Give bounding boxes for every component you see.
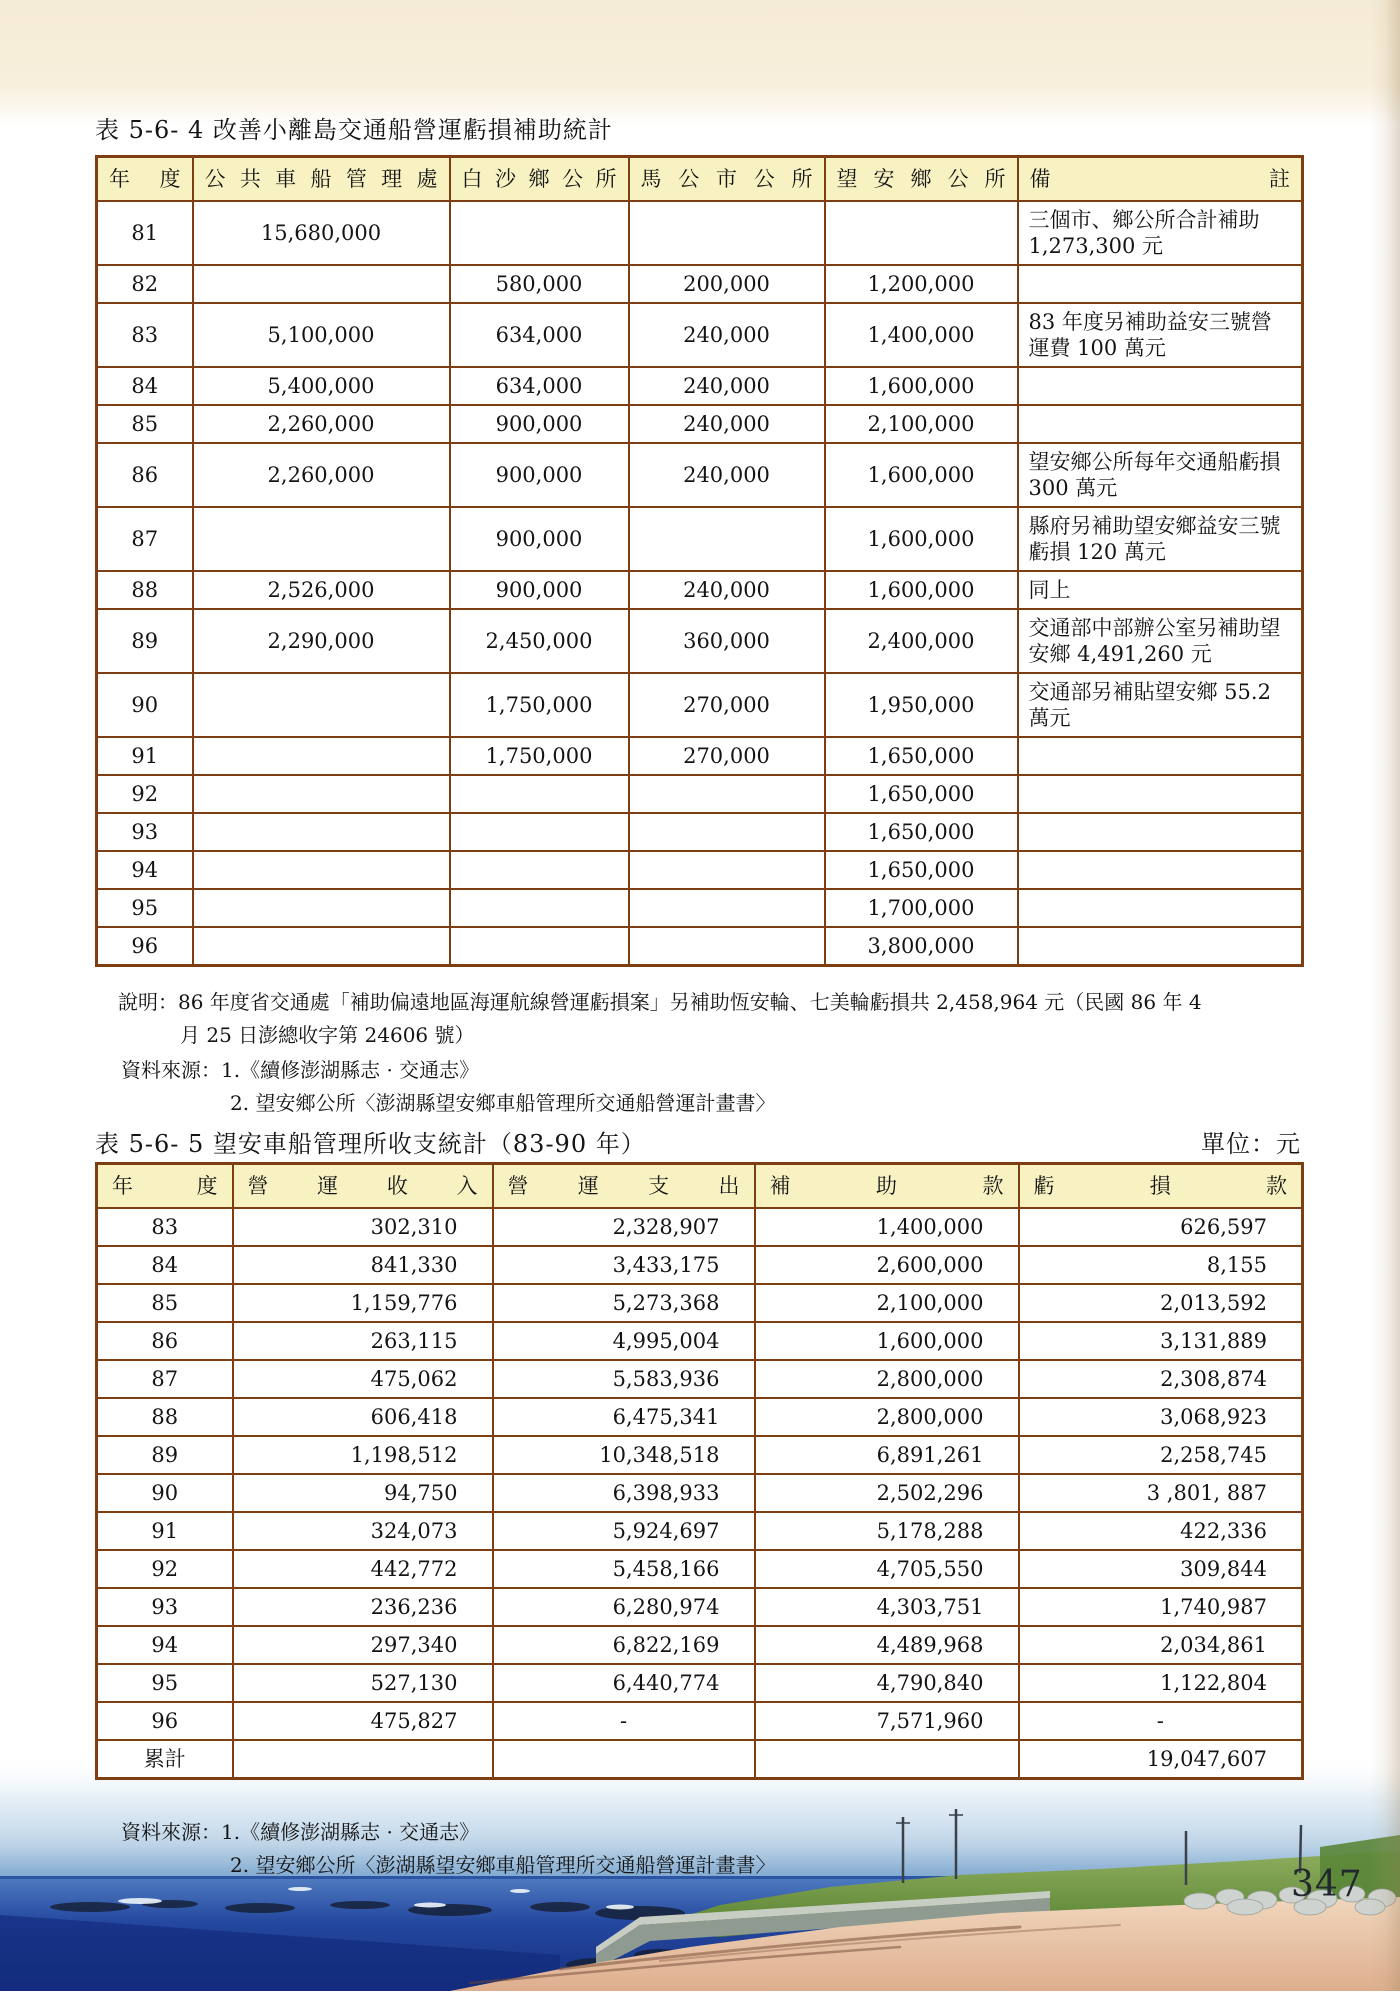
year-cell: 88 [97,571,193,609]
remark-cell [1018,265,1303,303]
table1-row [97,303,1303,367]
year-cell: 87 [97,1360,233,1398]
public-office-amount-cell: 5,100,000 [193,303,450,367]
income-cell [233,1740,493,1779]
year-cell: 86 [97,443,193,507]
expense-cell: 10,348,518 [493,1436,755,1474]
baisha-amount-cell: 634,000 [450,367,629,405]
magong-amount-cell [629,813,825,851]
year-cell: 85 [97,405,193,443]
year-cell: 94 [97,851,193,889]
expense-cell: 2,328,907 [493,1208,755,1246]
deficit-cell: 1,740,987 [1019,1588,1303,1626]
baisha-amount-cell: 900,000 [450,443,629,507]
table2-title: 表 5-6- 5 望安車船管理所收支統計（83-90 年） [95,1130,646,1158]
deficit-cell: 309,844 [1019,1550,1303,1588]
table1-row [97,851,1303,889]
remark-cell [1018,405,1303,443]
remark-cell: 望安鄉公所每年交通船虧損 300 萬元 [1018,443,1303,507]
wangan-amount-cell: 1,950,000 [825,673,1018,737]
year-cell: 90 [97,1474,233,1512]
year-cell: 90 [97,673,193,737]
remark-cell [1018,367,1303,405]
deficit-cell: 2,034,861 [1019,1626,1303,1664]
public-office-amount-cell [193,737,450,775]
remark-cell: 縣府另補助望安鄉益安三號虧損 120 萬元 [1018,507,1303,571]
source-text [221,1816,775,1882]
subsidy-cell: 5,178,288 [755,1512,1019,1550]
magong-amount-cell: 200,000 [629,265,825,303]
table2-row [97,1702,1303,1740]
remark-line-1: 86 年度省交通處「補助偏遠地區海運航線營運虧損案」另補助恆安輪、七美輪虧損共 2,458,964 元（民國 86 年 4 [178,990,1202,1014]
year-cell: 88 [97,1398,233,1436]
subsidy-cell: 2,100,000 [755,1284,1019,1322]
baisha-amount-cell: 900,000 [450,507,629,571]
income-cell: 606,418 [233,1398,493,1436]
deficit-cell: 3,068,923 [1019,1398,1303,1436]
magong-amount-cell: 240,000 [629,303,825,367]
deficit-cell: 3,131,889 [1019,1322,1303,1360]
col-header-remarks: 備 註 [1018,157,1303,202]
remark-line-2: 月 25 日澎總收字第 24606 號） [180,1023,475,1047]
deficit-cell: 2,258,745 [1019,1436,1303,1474]
table1-title: 表 5-6- 4 改善小離島交通船營運虧損補助統計 [95,116,613,144]
remark-cell: 三個市、鄉公所合計補助 1,273,300 元 [1018,201,1303,265]
magong-amount-cell [629,775,825,813]
table2-row [97,1322,1303,1360]
income-cell: 527,130 [233,1664,493,1702]
magong-amount-cell: 270,000 [629,673,825,737]
remark-cell: 83 年度另補助益安三號營運費 100 萬元 [1018,303,1303,367]
expense-cell: 4,995,004 [493,1322,755,1360]
deficit-cell: - [1019,1702,1303,1740]
col-header-public-vehicle-vessel-office: 公 共 車 船 管 理 處 [193,157,450,202]
subsidy-cell: 7,571,960 [755,1702,1019,1740]
public-office-amount-cell: 5,400,000 [193,367,450,405]
table1-row [97,673,1303,737]
income-cell: 324,073 [233,1512,493,1550]
source-text [221,1054,775,1120]
year-cell: 84 [97,1246,233,1284]
table2-header-row [97,1164,1303,1209]
remark-cell [1018,851,1303,889]
year-cell: 累計 [97,1740,233,1779]
table2-row [97,1246,1303,1284]
baisha-amount-cell [450,775,629,813]
table2-row [97,1474,1303,1512]
magong-amount-cell [629,851,825,889]
income-cell: 1,198,512 [233,1436,493,1474]
table1-row [97,927,1303,966]
remark-cell [1018,737,1303,775]
col-header-wangan-township: 望 安 鄉 公 所 [825,157,1018,202]
wangan-amount-cell: 2,400,000 [825,609,1018,673]
baisha-amount-cell: 900,000 [450,405,629,443]
table2-row [97,1284,1303,1322]
col-header-magong-city: 馬 公 市 公 所 [629,157,825,202]
public-office-amount-cell [193,851,450,889]
subsidy-cell: 4,705,550 [755,1550,1019,1588]
deficit-cell: 3 ,801, 887 [1019,1474,1303,1512]
magong-amount-cell: 240,000 [629,571,825,609]
source-item-1: 1.《續修澎湖縣志 · 交通志》 [221,1820,480,1844]
table1-remark [118,986,1202,1052]
baisha-amount-cell: 580,000 [450,265,629,303]
baisha-amount-cell: 634,000 [450,303,629,367]
wangan-amount-cell: 1,600,000 [825,367,1018,405]
year-cell: 92 [97,1550,233,1588]
magong-amount-cell: 240,000 [629,443,825,507]
income-cell: 236,236 [233,1588,493,1626]
col-header-operating-income: 營 運 收 入 [233,1164,493,1209]
source-label: 資料來源： [121,1058,221,1082]
public-office-amount-cell [193,265,450,303]
wangan-amount-cell: 1,650,000 [825,775,1018,813]
public-office-amount-cell: 2,290,000 [193,609,450,673]
public-office-amount-cell [193,673,450,737]
deficit-cell: 2,308,874 [1019,1360,1303,1398]
year-cell: 89 [97,1436,233,1474]
table2-title-bar [95,1124,1301,1159]
expense-cell: 5,458,166 [493,1550,755,1588]
year-cell: 85 [97,1284,233,1322]
table1-row [97,889,1303,927]
subsidy-cell: 2,600,000 [755,1246,1019,1284]
page-number: 347 [1291,1864,1363,1905]
year-cell: 91 [97,737,193,775]
year-cell: 83 [97,303,193,367]
expense-cell: - [493,1702,755,1740]
baisha-amount-cell: 1,750,000 [450,737,629,775]
wangan-amount-cell: 1,650,000 [825,737,1018,775]
subsidy-cell: 2,800,000 [755,1398,1019,1436]
col-header-year2: 年 度 [97,1164,233,1209]
wangan-amount-cell: 1,600,000 [825,443,1018,507]
expense-cell: 6,475,341 [493,1398,755,1436]
subsidy-cell: 4,303,751 [755,1588,1019,1626]
baisha-amount-cell: 2,450,000 [450,609,629,673]
table2-row [97,1360,1303,1398]
table2-row [97,1208,1303,1246]
table2-row [97,1588,1303,1626]
table2-unit-label: 單位：元 [1201,1130,1301,1158]
public-office-amount-cell [193,927,450,966]
deficit-cell: 2,013,592 [1019,1284,1303,1322]
source-label: 資料來源： [121,1820,221,1844]
subsidy-cell: 1,600,000 [755,1322,1019,1360]
deficit-cell: 422,336 [1019,1512,1303,1550]
magong-amount-cell [629,507,825,571]
public-office-amount-cell [193,507,450,571]
table2-row [97,1664,1303,1702]
public-office-amount-cell: 2,526,000 [193,571,450,609]
year-cell: 82 [97,265,193,303]
income-cell: 442,772 [233,1550,493,1588]
income-cell: 302,310 [233,1208,493,1246]
table2-row [97,1512,1303,1550]
subsidy-cell [755,1740,1019,1779]
table2-row [97,1398,1303,1436]
magong-amount-cell [629,201,825,265]
income-cell: 475,827 [233,1702,493,1740]
table1-row [97,507,1303,571]
table1-row [97,265,1303,303]
table1-row [97,405,1303,443]
remark-text [178,986,1202,1052]
year-cell: 92 [97,775,193,813]
year-cell: 96 [97,1702,233,1740]
deficit-cell: 626,597 [1019,1208,1303,1246]
remark-cell [1018,889,1303,927]
baisha-amount-cell [450,927,629,966]
table1-row [97,813,1303,851]
year-cell: 83 [97,1208,233,1246]
table1-row [97,571,1303,609]
income-expense-table [95,1162,1304,1780]
subsidy-cell: 6,891,261 [755,1436,1019,1474]
expense-cell: 6,822,169 [493,1626,755,1664]
year-cell: 87 [97,507,193,571]
year-cell: 91 [97,1512,233,1550]
remark-label: 說明： [118,990,178,1014]
wangan-amount-cell: 1,650,000 [825,851,1018,889]
wangan-amount-cell: 1,700,000 [825,889,1018,927]
expense-cell: 6,280,974 [493,1588,755,1626]
remark-cell: 交通部另補貼望安鄉 55.2 萬元 [1018,673,1303,737]
baisha-amount-cell: 900,000 [450,571,629,609]
baisha-amount-cell [450,201,629,265]
expense-cell: 5,583,936 [493,1360,755,1398]
public-office-amount-cell [193,813,450,851]
subsidy-cell: 4,790,840 [755,1664,1019,1702]
magong-amount-cell: 240,000 [629,405,825,443]
col-header-operating-expense: 營 運 支 出 [493,1164,755,1209]
year-cell: 96 [97,927,193,966]
baisha-amount-cell [450,889,629,927]
public-office-amount-cell: 2,260,000 [193,405,450,443]
subsidy-cell: 4,489,968 [755,1626,1019,1664]
subsidy-statistics-table [95,155,1304,967]
expense-cell: 5,924,697 [493,1512,755,1550]
income-cell: 297,340 [233,1626,493,1664]
income-cell: 1,159,776 [233,1284,493,1322]
table2-row [97,1626,1303,1664]
magong-amount-cell: 360,000 [629,609,825,673]
baisha-amount-cell [450,813,629,851]
magong-amount-cell [629,889,825,927]
public-office-amount-cell: 15,680,000 [193,201,450,265]
table2-row [97,1550,1303,1588]
source-item-1: 1.《續修澎湖縣志 · 交通志》 [221,1058,480,1082]
wangan-amount-cell: 1,650,000 [825,813,1018,851]
public-office-amount-cell [193,775,450,813]
table2-row [97,1436,1303,1474]
source-item-2: 2. 望安鄉公所〈澎湖縣望安鄉車船管理所交通船營運計畫書〉 [230,1091,776,1115]
source-item-2: 2. 望安鄉公所〈澎湖縣望安鄉車船管理所交通船營運計畫書〉 [230,1853,776,1877]
wangan-amount-cell: 1,600,000 [825,571,1018,609]
table2-row [97,1740,1303,1779]
table1-row [97,201,1303,265]
expense-cell: 6,440,774 [493,1664,755,1702]
public-office-amount-cell [193,889,450,927]
year-cell: 89 [97,609,193,673]
income-cell: 94,750 [233,1474,493,1512]
table1-row [97,367,1303,405]
year-cell: 86 [97,1322,233,1360]
wangan-amount-cell [825,201,1018,265]
year-cell: 94 [97,1626,233,1664]
deficit-cell: 1,122,804 [1019,1664,1303,1702]
baisha-amount-cell [450,851,629,889]
income-cell: 841,330 [233,1246,493,1284]
remark-cell: 同上 [1018,571,1303,609]
remark-cell: 交通部中部辦公室另補助望安鄉 4,491,260 元 [1018,609,1303,673]
year-cell: 84 [97,367,193,405]
income-cell: 475,062 [233,1360,493,1398]
year-cell: 93 [97,813,193,851]
subsidy-cell: 2,800,000 [755,1360,1019,1398]
deficit-cell: 19,047,607 [1019,1740,1303,1779]
expense-cell: 5,273,368 [493,1284,755,1322]
wangan-amount-cell: 2,100,000 [825,405,1018,443]
table1-row [97,443,1303,507]
col-header-year: 年 度 [97,157,193,202]
year-cell: 95 [97,1664,233,1702]
magong-amount-cell: 240,000 [629,367,825,405]
year-cell: 93 [97,1588,233,1626]
wangan-amount-cell: 3,800,000 [825,927,1018,966]
wangan-amount-cell: 1,400,000 [825,303,1018,367]
table1-source [121,1054,775,1120]
year-cell: 95 [97,889,193,927]
col-header-baisha-township: 白 沙 鄉 公 所 [450,157,629,202]
public-office-amount-cell: 2,260,000 [193,443,450,507]
magong-amount-cell [629,927,825,966]
baisha-amount-cell: 1,750,000 [450,673,629,737]
wangan-amount-cell: 1,200,000 [825,265,1018,303]
col-header-subsidy: 補 助 款 [755,1164,1019,1209]
remark-cell [1018,927,1303,966]
subsidy-cell: 1,400,000 [755,1208,1019,1246]
deficit-cell: 8,155 [1019,1246,1303,1284]
subsidy-cell: 2,502,296 [755,1474,1019,1512]
table1-row [97,737,1303,775]
expense-cell: 6,398,933 [493,1474,755,1512]
year-cell: 81 [97,201,193,265]
magong-amount-cell: 270,000 [629,737,825,775]
remark-cell [1018,775,1303,813]
wangan-amount-cell: 1,600,000 [825,507,1018,571]
remark-cell [1018,813,1303,851]
table1-header-row [97,157,1303,202]
col-header-deficit: 虧 損 款 [1019,1164,1303,1209]
table2-source [121,1816,775,1882]
expense-cell [493,1740,755,1779]
table1-row [97,775,1303,813]
table1-row [97,609,1303,673]
income-cell: 263,115 [233,1322,493,1360]
expense-cell: 3,433,175 [493,1246,755,1284]
